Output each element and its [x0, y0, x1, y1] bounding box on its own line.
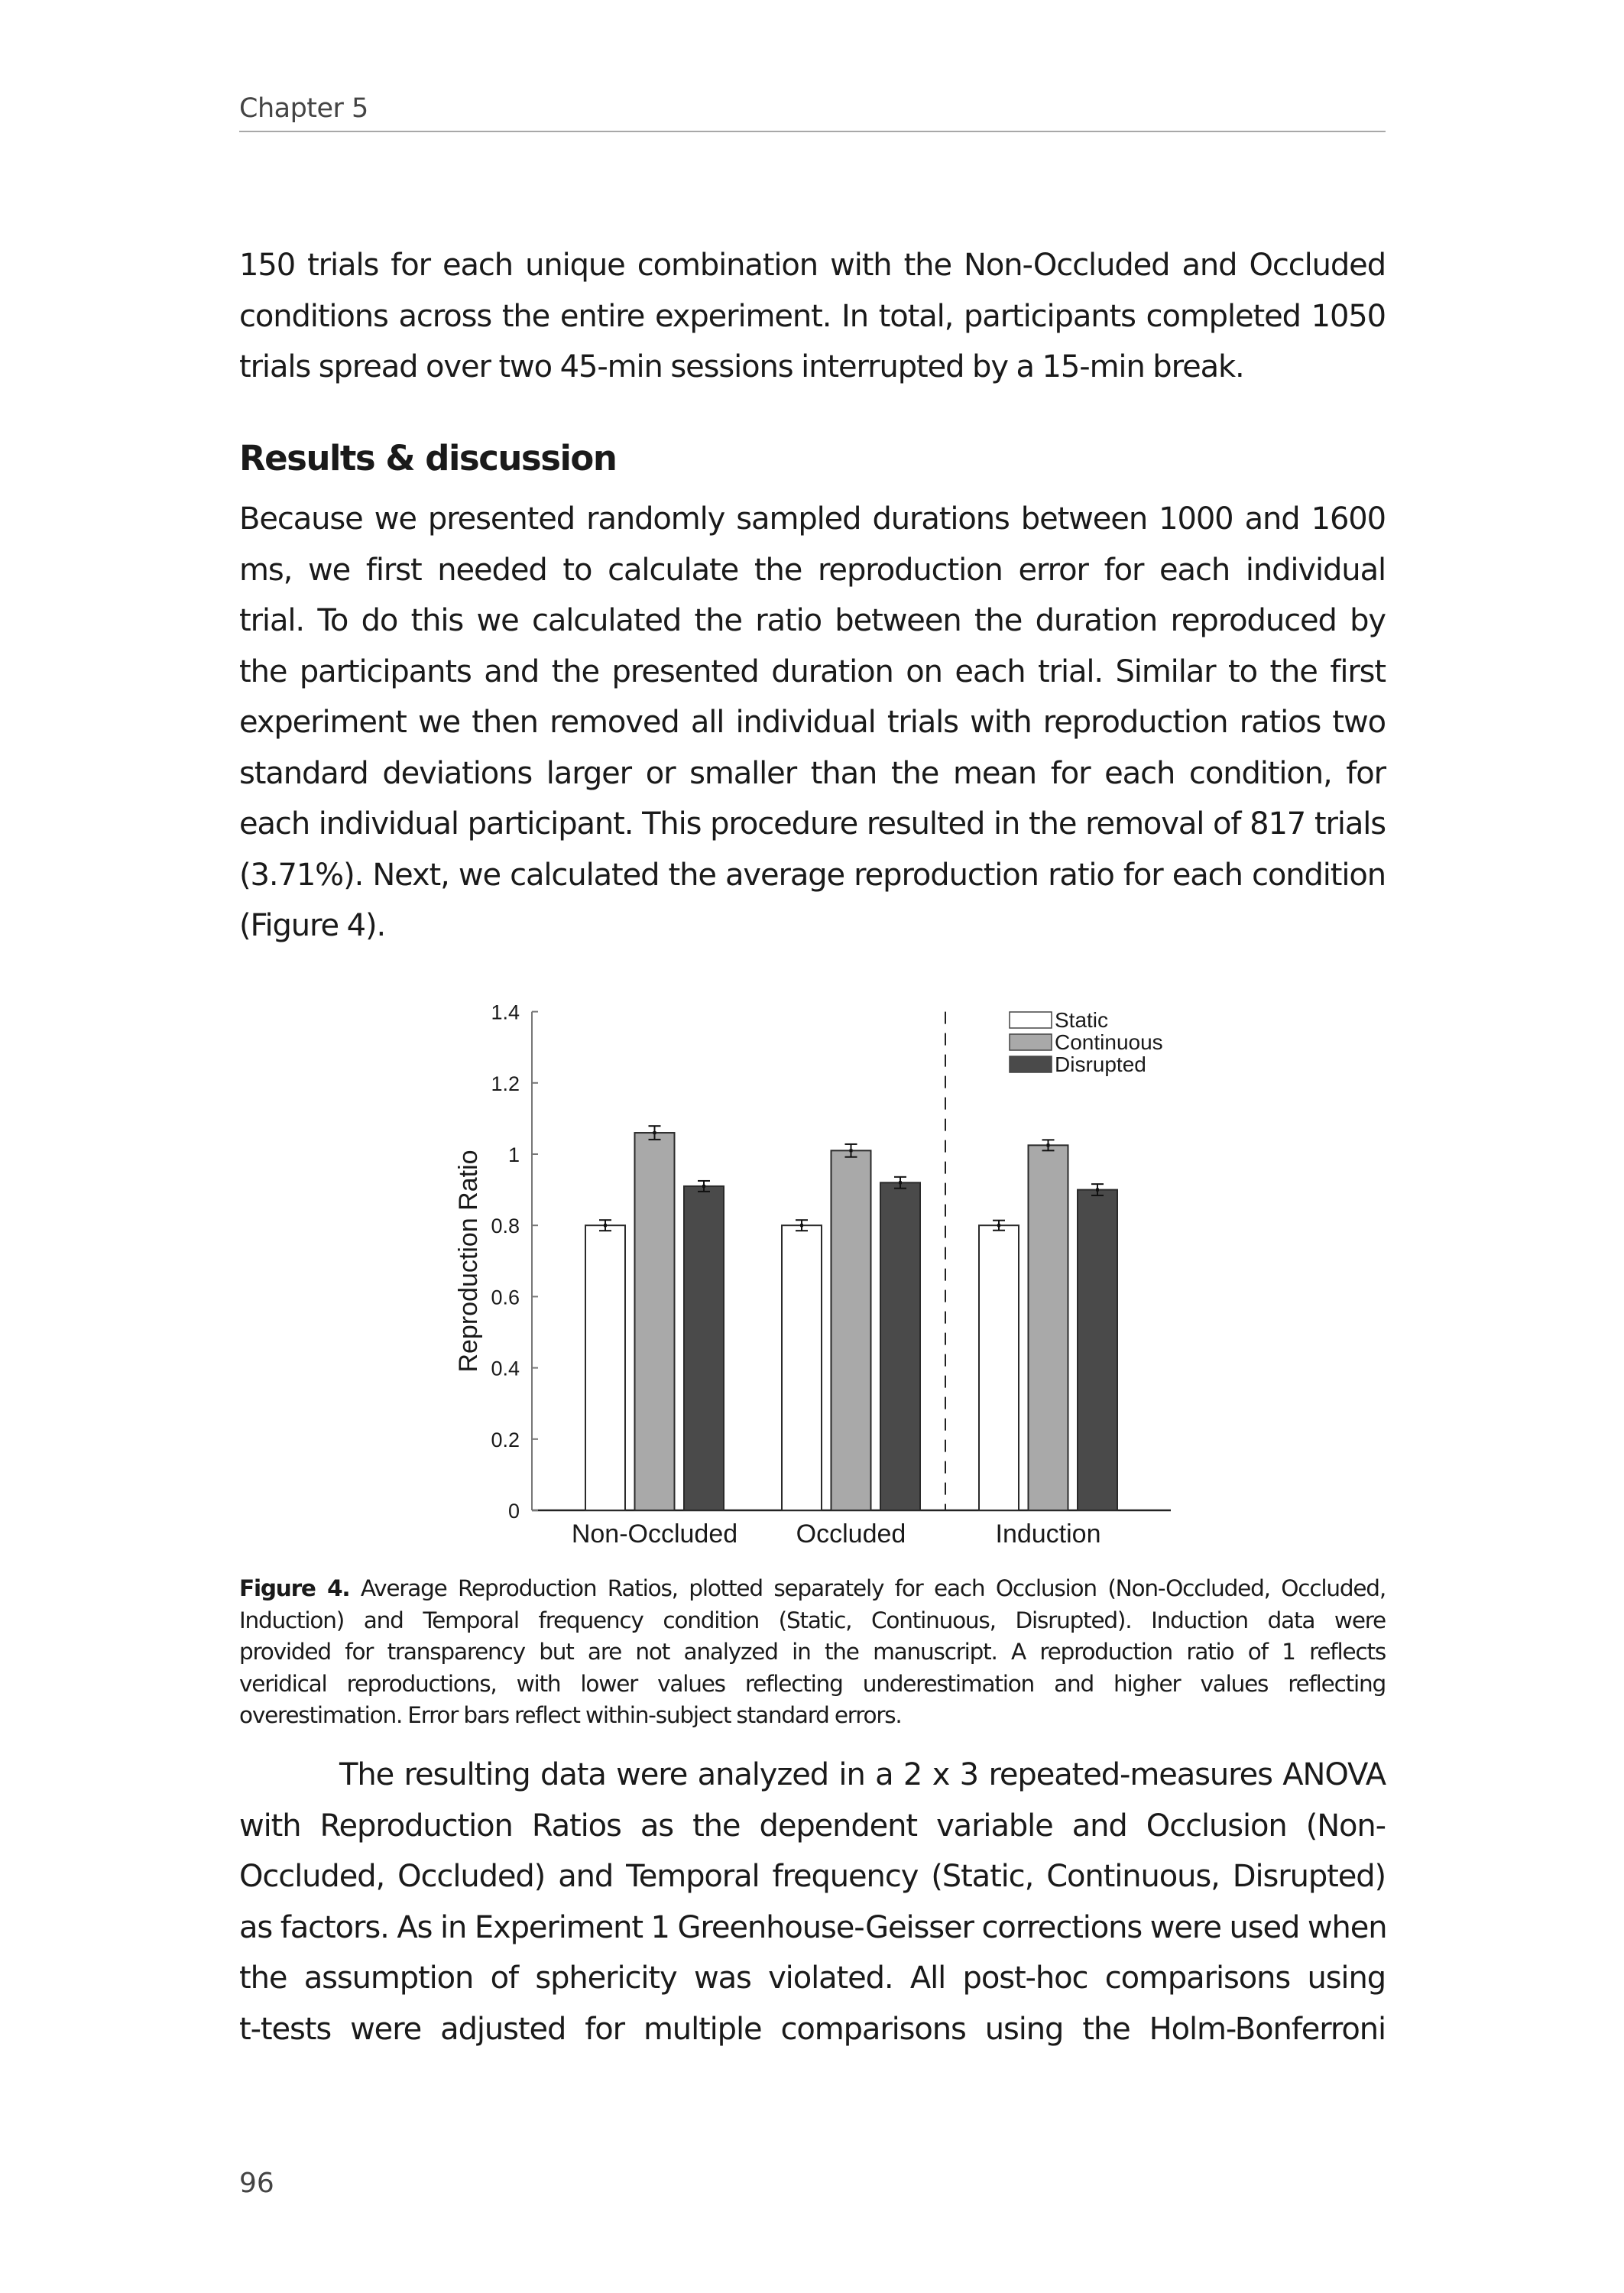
figure-label: Figure 4. — [239, 1575, 350, 1601]
paragraph-line: Occluded, Occluded) and Temporal frequency (Static, Continuous, Disrupted) — [239, 1859, 1386, 1894]
caption-line: provided for transparency but are not analyzed in the manuscript. A reproduction ratio of 1 reflects — [239, 1639, 1386, 1665]
bar-static — [782, 1225, 822, 1510]
y-tick-label: 0.2 — [491, 1428, 520, 1451]
paragraph-line: each individual participant. This procedure resulted in the removal of 817 trials — [239, 806, 1386, 842]
paragraph-line: the assumption of sphericity was violated. All post-hoc comparisons using — [239, 1961, 1386, 1996]
mean-marker — [800, 1224, 803, 1227]
section-heading: Results & discussion — [239, 438, 617, 478]
paragraph-line: as factors. As in Experiment 1 Greenhouse-Geisser corrections were used when — [239, 1909, 1387, 1945]
paragraph-line: experiment we then removed all individual trials with reproduction ratios two — [239, 705, 1386, 740]
paragraph-line: t-tests were adjusted for multiple comparisons using the Holm-Bonferroni — [239, 2011, 1386, 2047]
caption-text: Average Reproduction Ratios, plotted separately for each Occlusion (Non-Occluded, Occluded, — [349, 1575, 1386, 1601]
mean-marker — [850, 1149, 853, 1152]
legend-swatch-static — [1010, 1012, 1052, 1028]
paragraph-line: (3.71%). Next, we calculated the average reproduction ratio for each condition — [239, 857, 1386, 893]
mean-marker — [702, 1185, 705, 1188]
mean-marker — [997, 1224, 1000, 1227]
header-rule — [239, 131, 1386, 132]
caption-line: Induction) and Temporal frequency condition (Static, Continuous, Disrupted). Induction data were — [239, 1607, 1386, 1633]
paragraph-line: trial. To do this we calculated the ratio between the duration reproduced by — [239, 603, 1386, 638]
x-category-label: Occluded — [796, 1519, 906, 1549]
bar-continuous — [831, 1150, 871, 1510]
paragraph-line: the participants and the presented duration on each trial. Similar to the first — [239, 654, 1386, 689]
figure-caption — [239, 1573, 1386, 1732]
mean-marker — [1047, 1143, 1050, 1146]
results-paragraph — [239, 494, 1386, 952]
paragraph-line: conditions across the entire experiment. In total, participants completed 1050 — [239, 298, 1386, 334]
intro-paragraph — [239, 240, 1386, 393]
legend-label: Static — [1055, 1008, 1109, 1032]
paragraph-line: standard deviations larger or smaller than the mean for each condition, for — [239, 755, 1386, 791]
caption-line: overestimation. Error bars reflect within-subject standard errors. — [239, 1702, 902, 1728]
y-tick-label: 0.4 — [491, 1357, 520, 1380]
bar-static — [585, 1225, 625, 1510]
y-tick-label: 0 — [507, 1500, 520, 1523]
y-axis-title: Reproduction Ratio — [454, 1150, 483, 1373]
y-tick-label: 1.2 — [491, 1072, 520, 1095]
legend-swatch-disrupted — [1010, 1056, 1052, 1072]
bar-continuous — [1029, 1145, 1068, 1510]
paragraph-line: (Figure 4). — [239, 908, 386, 943]
bar-static — [979, 1225, 1019, 1510]
legend-label: Continuous — [1055, 1030, 1163, 1054]
paragraph-line: Because we presented randomly sampled durations between 1000 and 1600 — [239, 501, 1386, 537]
mean-marker — [1096, 1189, 1099, 1192]
y-tick-label: 0.6 — [491, 1286, 520, 1309]
running-head: Chapter 5 — [239, 93, 368, 124]
paragraph-line: The resulting data were analyzed in a 2 x 3 repeated-measures ANOVA — [339, 1757, 1386, 1792]
x-category-label: Induction — [995, 1519, 1101, 1549]
paragraph-line: trials spread over two 45-min sessions interrupted by a 15-min break. — [239, 349, 1244, 384]
mean-marker — [899, 1181, 902, 1184]
x-category-label: Non-Occluded — [571, 1519, 738, 1549]
bar-disrupted — [684, 1186, 724, 1510]
bar-disrupted — [880, 1182, 920, 1510]
legend-swatch-continuous — [1010, 1034, 1052, 1050]
bar-disrupted — [1078, 1190, 1117, 1510]
y-tick-label: 1.4 — [491, 1001, 520, 1024]
mean-marker — [604, 1224, 607, 1227]
bar-continuous — [635, 1133, 675, 1510]
y-tick-label: 1 — [507, 1143, 520, 1166]
mean-marker — [653, 1131, 656, 1134]
paragraph-line: with Reproduction Ratios as the dependent variable and Occlusion (Non- — [239, 1808, 1386, 1844]
caption-line: veridical reproductions, with lower values reflecting underestimation and higher values reflecting — [239, 1670, 1386, 1697]
page-number: 96 — [239, 2168, 274, 2199]
paragraph-line: ms, we first needed to calculate the reproduction error for each individual — [239, 552, 1386, 588]
y-tick-label: 0.8 — [491, 1215, 520, 1238]
legend-label: Disrupted — [1055, 1052, 1146, 1076]
analysis-paragraph — [239, 1750, 1386, 2055]
paragraph-line: 150 trials for each unique combination with the Non-Occluded and Occluded — [239, 248, 1386, 283]
